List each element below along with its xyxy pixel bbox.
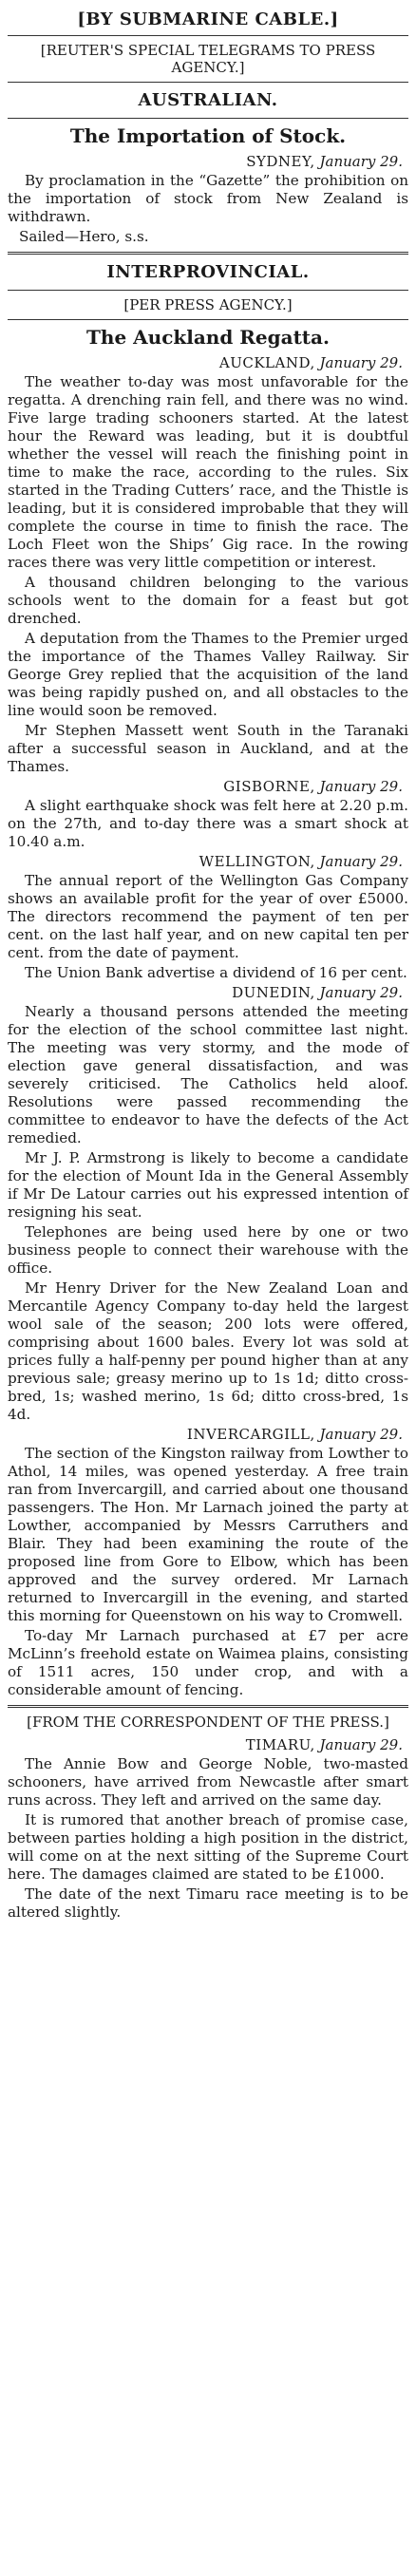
paragraph: The weather to-day was most unfavorable for the regatta. A drenching rain fell, and there was no wind. Five large trading schooners started. At the latest hour the Reward was leading, but it is doubtful whether the vessel will reach the finishing point in time to make the race, according to the rules. Six started in the Trading Cutters’ race, and the Thistle is leading, but it is considered improbable that they will complete the course in time to finish the race. The Loch Fleet won the Ships’ Gig race. In the rowing races there was very little competition or interest. [8, 373, 408, 571]
paragraph: Telephones are being used here by one or two business people to connect their warehouse with the office. [8, 1223, 408, 1277]
dateline-sydney [8, 153, 403, 170]
cable-header: [BY SUBMARINE CABLE.] [77, 9, 339, 29]
dateline-date: January 29. [319, 778, 403, 795]
press-agency-byline: [PER PRESS AGENCY.] [123, 296, 293, 313]
dateline-place: AUCKLAND, [218, 354, 315, 371]
dateline-wellington [8, 853, 403, 870]
paragraph: The date of the next Timaru race meeting is to be altered slightly. [8, 1885, 408, 1921]
dateline-date: January 29. [319, 984, 403, 1001]
paragraph: Nearly a thousand persons attended the meeting for the election of the school committee last night. The meeting was very stormy, and the mode of election gave general dissatisfaction, and was severely criticised. The Catholics held aloof. Resolutions were passed recommending the committee to endeavor to have the defects of the Act remedied. [8, 1003, 408, 1146]
dateline-date: January 29. [319, 1426, 403, 1443]
paragraph: A thousand children belonging to the various schools went to the domain for a feast but got drenched. [8, 574, 408, 627]
section-australian: AUSTRALIAN. [138, 90, 278, 110]
header-rule [8, 35, 408, 36]
dateline-invercargill [8, 1426, 403, 1443]
interprovincial-rule [8, 290, 408, 291]
dateline-date: January 29. [319, 354, 403, 371]
paragraph: By proclamation in the “Gazette” the prohibition on the importation of stock from New Zealand is withdrawn. [8, 172, 408, 225]
dateline-date: January 29. [319, 1736, 403, 1753]
dateline-date: January 29. [319, 853, 403, 870]
section-divider [8, 252, 408, 255]
dateline-timaru [8, 1736, 403, 1753]
dateline-gisborne [8, 778, 403, 795]
shipping-note: Sailed—Hero, s.s. [19, 228, 149, 245]
paragraph: Mr J. P. Armstrong is likely to become a candidate for the election of Mount Ida in the General Assembly if Mr De Latour carries out his expressed intention of resigning his seat. [8, 1149, 408, 1221]
dateline-place: INVERCARGILL, [186, 1426, 315, 1443]
section-divider [8, 1705, 408, 1708]
paragraph: The Union Bank advertise a dividend of 16 per cent. [25, 964, 407, 981]
byline-rule [8, 82, 408, 83]
reuters-byline: [REUTER'S SPECIAL TELEGRAMS TO PRESS AGENCY.] [40, 42, 376, 76]
paragraph: A deputation from the Thames to the Premier urged the importance of the Thames Valley Railway. Sir George Grey replied that the acquisition of the land was being rapidly pushed on, and all obstacles to the line would soon be removed. [8, 630, 408, 719]
dateline-auckland [8, 354, 403, 371]
paragraph: Mr Henry Driver for the New Zealand Loan and Mercantile Agency Company to-day held the largest wool sale of the season; 200 lots were offered, comprising about 1600 bales. Every lot was sold at prices fully a half-penny per pound higher than at any previous sale; greasy merino up to 1s 1d; ditto cross-bred, 1s; washed merino, 1s 6d; ditto cross-bred, 1s 4d. [8, 1279, 408, 1423]
paragraph: Mr Stephen Massett went South in the Taranaki after a successful season in Auckland, and at the Thames. [8, 722, 408, 775]
dateline-dunedin [8, 984, 403, 1001]
paragraph: A slight earthquake shock was felt here at 2.20 p.m. on the 27th, and to-day there was a smart shock at 10.40 a.m. [8, 797, 408, 850]
paragraph: The section of the Kingston railway from Lowther to Athol, 14 miles, was opened yesterday. A free train ran from Invercargill, and carried about one thousand passengers. The Hon. Mr Larnach joined the party at Lowther, accompanied by Messrs Carruthers and Blair. They had been examining the route of the proposed line from Gore to Elbow, which has been approved and the survey ordered. Mr Larnach returned to Invercargill in the evening, and started this morning for Queenstown on his way to Cromwell. [8, 1445, 408, 1624]
dateline-place: SYDNEY, [246, 153, 315, 170]
australian-rule [8, 118, 408, 119]
dateline-place: GISBORNE, [223, 778, 315, 795]
dateline-place: DUNEDIN, [232, 984, 315, 1001]
dateline-place: TIMARU, [245, 1736, 315, 1753]
paragraph: To-day Mr Larnach purchased at £7 per acre McLinn’s freehold estate on Waimea plains, consisting of 1511 acres, 150 under crop, and with a considerable amount of fencing. [8, 1627, 408, 1698]
paragraph: The annual report of the Wellington Gas Company shows an available profit for the year of over £5000. The directors recommend the payment of ten per cent. on the last half year, and on new capital ten per cent. from the date of payment. [8, 872, 408, 961]
headline-importation: The Importation of Stock. [69, 124, 347, 147]
dateline-date: January 29. [319, 153, 403, 170]
correspondent-byline: [FROM THE CORRESPONDENT OF THE PRESS.] [27, 1714, 389, 1731]
headline-regatta: The Auckland Regatta. [86, 326, 330, 349]
press-agency-rule [8, 319, 408, 320]
dateline-place: WELLINGTON, [199, 853, 315, 870]
paragraph: It is rumored that another breach of promise case, between parties holding a high position in the district, will come on at the next sitting of the Supreme Court here. The damages claimed are stated to be £1000. [8, 1811, 408, 1883]
paragraph: The Annie Bow and George Noble, two-masted schooners, have arrived from Newcastle after smart runs across. They left and arrived on the same day. [8, 1755, 408, 1809]
section-interprovincial: INTERPROVINCIAL. [106, 262, 310, 282]
